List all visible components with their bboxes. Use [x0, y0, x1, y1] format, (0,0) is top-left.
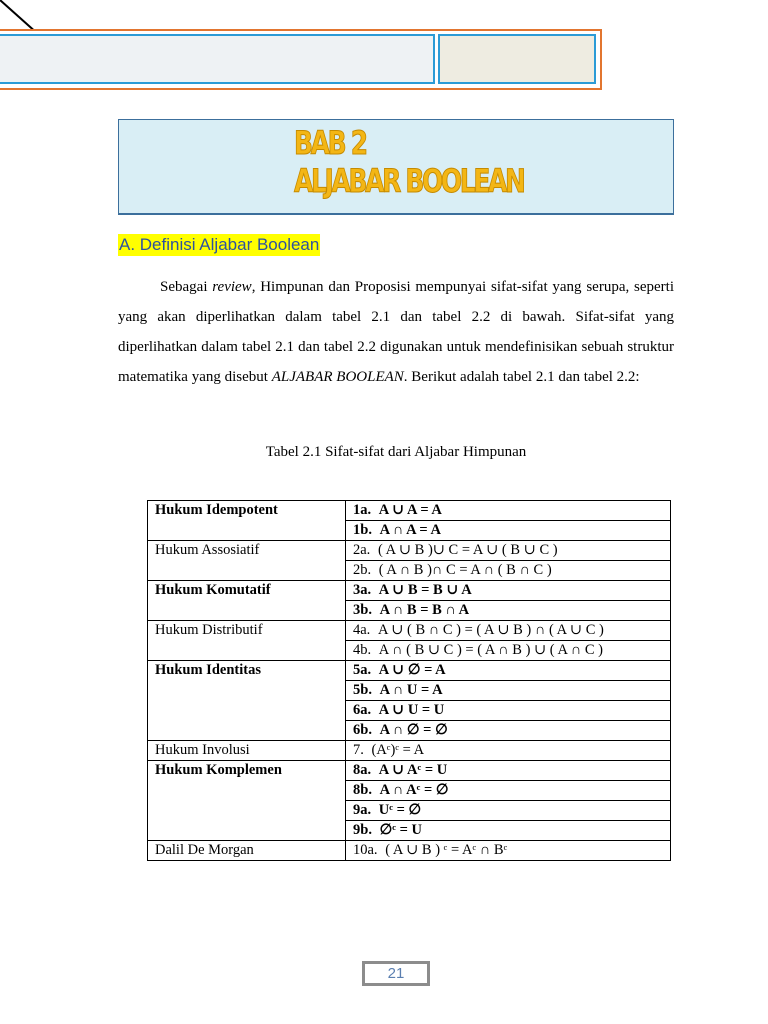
table-row	[148, 661, 671, 681]
rule-number: 2b.	[353, 562, 372, 578]
rule-number: 6a.	[353, 702, 372, 718]
paragraph-text: . Berikut adalah tabel 2.1 dan tabel 2.2:	[403, 369, 640, 385]
rule-number: 7.	[353, 742, 364, 758]
rule-number: 3a.	[353, 582, 372, 598]
rule-number: 1a.	[353, 502, 372, 518]
rule-number: 8a.	[353, 762, 372, 778]
rule-number: 1b.	[353, 522, 372, 538]
law-rule-cell	[346, 821, 671, 841]
paragraph-italic-term: ALJABAR BOOLEAN	[271, 369, 404, 385]
law-name-cell: Hukum Idempotent	[148, 501, 346, 541]
law-rule-cell	[346, 601, 671, 621]
law-name-cell: Dalil De Morgan	[148, 841, 346, 861]
rule-expression: ( A ∪ B ) ᶜ = Aᶜ ∩ Bᶜ	[385, 842, 508, 858]
table-row	[148, 541, 671, 561]
rule-number: 6b.	[353, 722, 372, 738]
law-rule-cell	[346, 741, 671, 761]
rule-expression: A ∪ U = U	[378, 702, 445, 718]
intro-paragraph	[118, 272, 674, 392]
table-row	[148, 581, 671, 601]
law-name-cell: Hukum Komplemen	[148, 761, 346, 841]
section-heading: A. Definisi Aljabar Boolean	[119, 235, 320, 254]
rule-expression: A ∩ B = B ∩ A	[379, 602, 470, 618]
law-rule-cell	[346, 501, 671, 521]
law-name-cell: Hukum Identitas	[148, 661, 346, 741]
law-rule-cell	[346, 721, 671, 741]
rule-number: 8b.	[353, 782, 372, 798]
boolean-laws-table	[147, 500, 671, 861]
rule-expression: A ∩ U = A	[379, 682, 443, 698]
rule-expression: A ∩ A = A	[379, 522, 441, 538]
header-banner-left	[0, 34, 435, 84]
page-number: 21	[362, 961, 430, 986]
table-caption: Tabel 2.1 Sifat-sifat dari Aljabar Himpunan	[265, 444, 527, 460]
rule-number: 9a.	[353, 802, 372, 818]
rule-expression: (Aᶜ)ᶜ = A	[371, 742, 425, 758]
chapter-number: BAB 2	[294, 124, 366, 162]
paragraph-italic-review: review	[212, 279, 252, 295]
rule-expression: A ∪ Aᶜ = U	[378, 762, 448, 778]
rule-number: 4b.	[353, 642, 372, 658]
rule-expression: A ∩ ∅ = ∅	[379, 722, 448, 738]
law-name-cell: Hukum Distributif	[148, 621, 346, 661]
law-name-cell: Hukum Assosiatif	[148, 541, 346, 581]
table-row	[148, 841, 671, 861]
rule-expression: A ∩ ( B ∪ C ) = ( A ∩ B ) ∪ ( A ∩ C )	[378, 642, 603, 658]
law-rule-cell	[346, 681, 671, 701]
rule-expression: A ∪ B = B ∪ A	[378, 582, 472, 598]
law-rule-cell	[346, 581, 671, 601]
law-rule-cell	[346, 701, 671, 721]
rule-expression: A ∩ Aᶜ = ∅	[379, 782, 449, 798]
law-rule-cell	[346, 541, 671, 561]
rule-number: 10a.	[353, 842, 378, 858]
rule-expression: ( A ∩ B )∩ C = A ∩ ( B ∩ C )	[378, 562, 552, 578]
rule-number: 2a.	[353, 542, 371, 558]
paragraph-text: Sebagai	[160, 279, 213, 295]
rule-number: 4a.	[353, 622, 371, 638]
rule-expression: ∅ᶜ = U	[379, 822, 422, 838]
chapter-title	[294, 124, 524, 200]
law-name-cell: Hukum Komutatif	[148, 581, 346, 621]
rule-expression: Uᶜ = ∅	[378, 802, 422, 818]
law-rule-cell	[346, 621, 671, 641]
table-row	[148, 621, 671, 641]
table-row	[148, 741, 671, 761]
chapter-name: ALJABAR BOOLEAN	[294, 162, 524, 200]
law-rule-cell	[346, 761, 671, 781]
rule-number: 5b.	[353, 682, 372, 698]
law-rule-cell	[346, 521, 671, 541]
chapter-title-box	[118, 119, 674, 215]
header-banner-right	[438, 34, 596, 84]
law-rule-cell	[346, 661, 671, 681]
law-rule-cell	[346, 781, 671, 801]
table-row	[148, 761, 671, 781]
rule-expression: A ∪ ∅ = A	[378, 662, 446, 678]
table-row	[148, 501, 671, 521]
rule-expression: ( A ∪ B )∪ C = A ∪ ( B ∪ C )	[377, 542, 558, 558]
rule-expression: A ∪ ( B ∩ C ) = ( A ∪ B ) ∩ ( A ∪ C )	[377, 622, 604, 638]
law-name-cell: Hukum Involusi	[148, 741, 346, 761]
law-rule-cell	[346, 641, 671, 661]
law-rule-cell	[346, 561, 671, 581]
rule-number: 3b.	[353, 602, 372, 618]
law-rule-cell	[346, 841, 671, 861]
rule-expression: A ∪ A = A	[378, 502, 442, 518]
paragraph-text: , Himpunan dan Proposisi mempunyai sifat-sifat yang serupa, seperti yang akan diperlihatkan dalam tabel 2.1 dan tabel 2.2 di bawah. Sifat-sifat yang diperlihatkan dalam tabel 2.1 dan tabel 2.2 digunakan untuk mendefinisikan sebuah struktur matematika yang disebut	[118, 279, 674, 385]
rule-number: 9b.	[353, 822, 372, 838]
law-rule-cell	[346, 801, 671, 821]
rule-number: 5a.	[353, 662, 372, 678]
